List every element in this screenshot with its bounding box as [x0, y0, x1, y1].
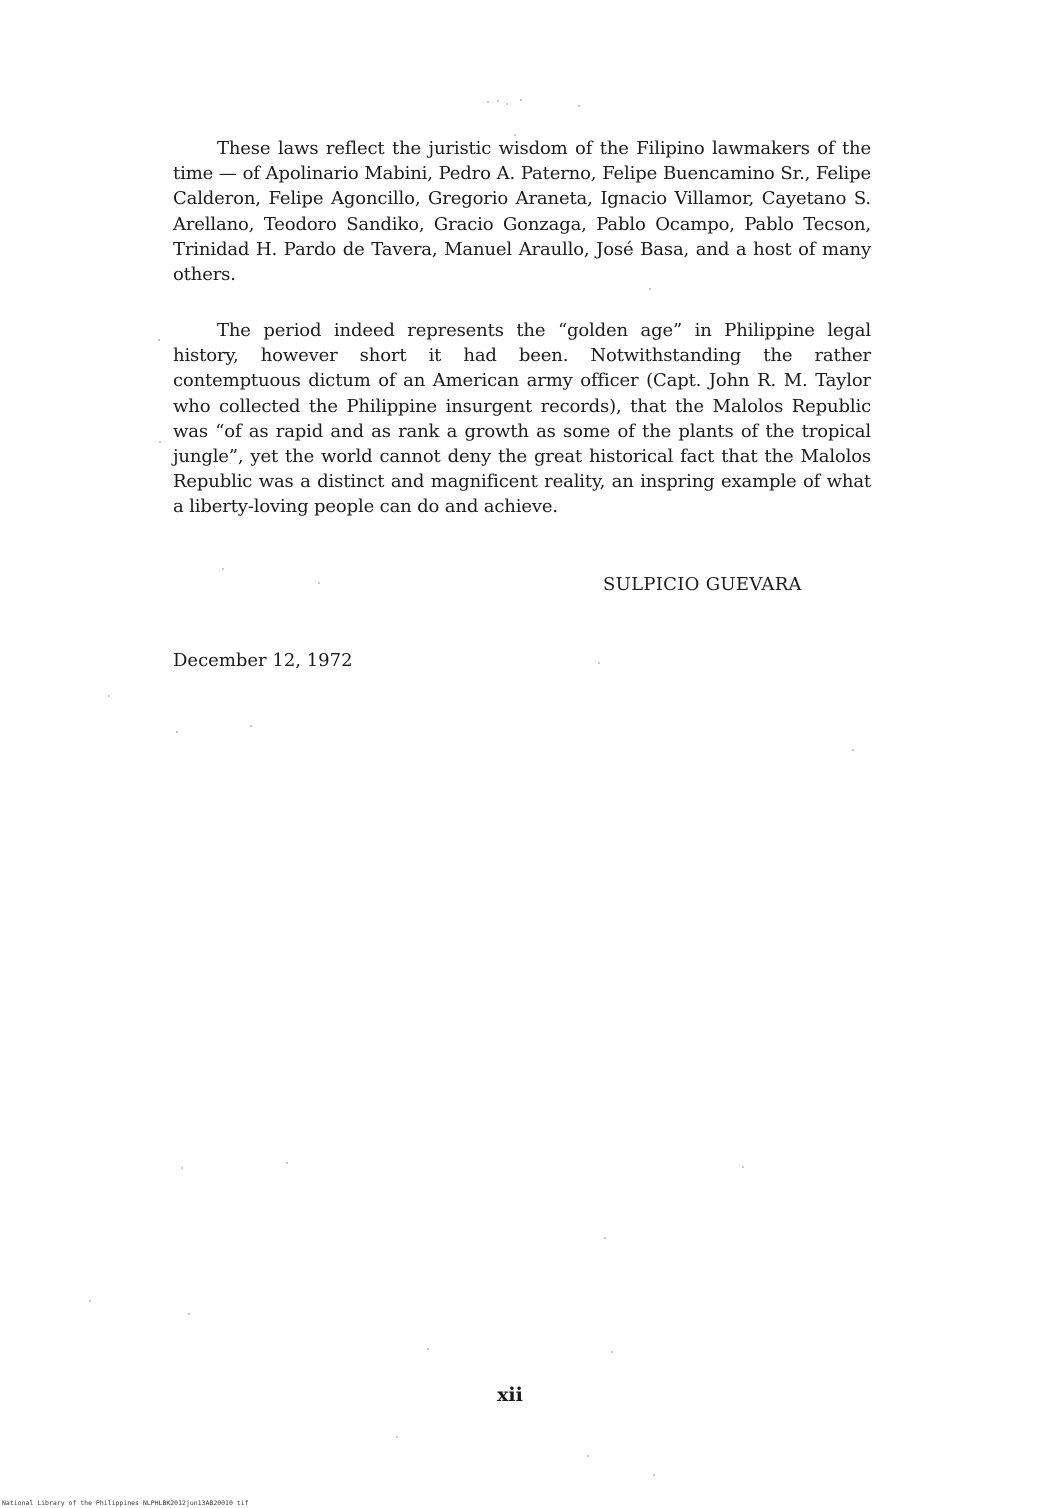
scan-speck	[653, 1474, 655, 1476]
scan-speck	[598, 662, 600, 664]
scan-speck	[250, 725, 252, 727]
scan-speck	[181, 1167, 183, 1169]
author-signature: SULPICIO GUEVARA	[603, 574, 802, 595]
scan-speck	[222, 568, 224, 570]
paragraph-golden-age: The period indeed represents the “golden age” in Philippine legal history, however short it had been. Notwithstanding the rather contemptuous dictum of an American army officer (Capt. John R. M. Taylor who collected the Philippine insurgent records), that the Malolos Republic was “of as rapid and as rank a growth as some of the plants of the tropical jungle”, yet the world cannot deny the great historical fact that the Malolos Republic was a distinct and magnificent reality, an inspring example of what a liberty-loving people can do and achieve.	[173, 320, 871, 518]
scan-speck	[852, 749, 854, 751]
scan-speck	[604, 1237, 606, 1239]
scan-speck	[89, 1300, 91, 1302]
paragraph-lawmakers: These laws reflect the juristic wisdom of the Filipino lawmakers of the time — of Apolinario Mabini, Pedro A. Paterno, Felipe Buencamino Sr., Felipe Calderon, Felipe Agoncillo, Gregorio Araneta, Ignacio Villamor, Cayetano S. Arellano, Teodoro Sandiko, Gracio Gonzaga, Pablo Ocampo, Pablo Tecson, Trinidad H. Pardo de Tavera, Manuel Araullo, José Basa, and a host of many others.	[173, 138, 871, 286]
scan-speck	[396, 1436, 398, 1438]
document-date: December 12, 1972	[173, 650, 353, 671]
scan-speck	[108, 695, 110, 697]
scan-speck	[497, 100, 499, 102]
scan-speck	[506, 103, 508, 105]
scan-speck	[286, 1162, 288, 1164]
scan-speck	[188, 1313, 190, 1315]
scan-credit-line: National Library of the Philippines NLPHLBK2012jun13AB20010 tif	[2, 1499, 249, 1507]
scan-speck	[611, 1351, 613, 1353]
scan-speck	[587, 1455, 589, 1457]
scan-speck	[318, 582, 320, 584]
scan-speck	[159, 441, 161, 443]
scan-speck	[742, 1166, 744, 1168]
scan-speck	[487, 101, 489, 103]
scan-speck	[427, 1348, 429, 1350]
scan-speck	[649, 288, 651, 290]
page-number: xii	[497, 1384, 523, 1406]
scan-speck	[176, 731, 178, 733]
scan-speck	[158, 339, 160, 341]
scan-speck	[520, 99, 522, 101]
scan-speck	[578, 105, 580, 107]
